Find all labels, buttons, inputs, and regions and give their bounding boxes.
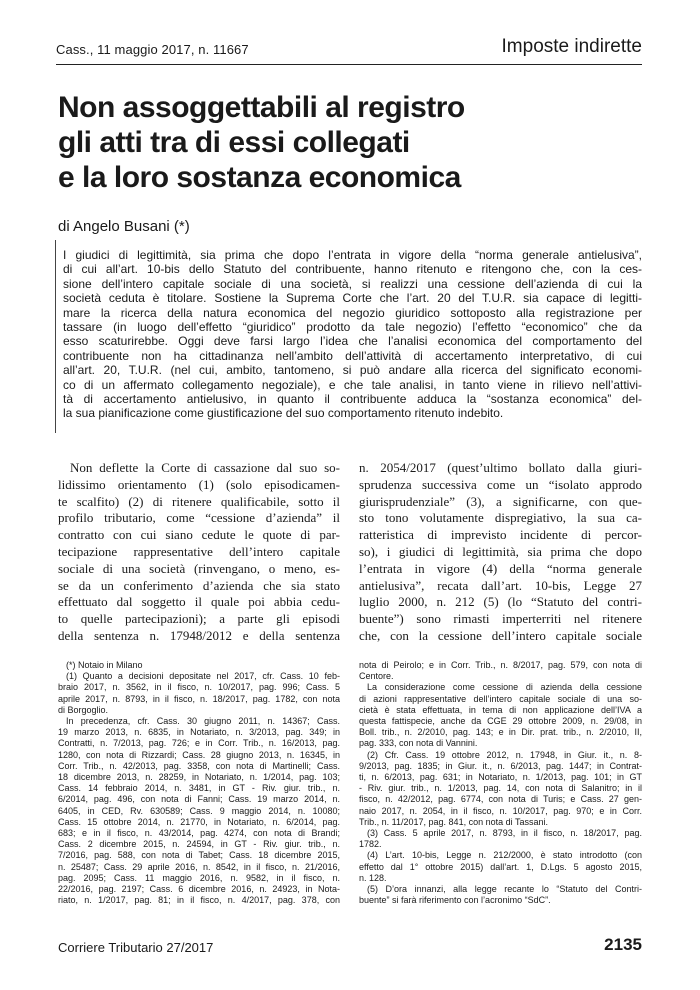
abstract-line: mare la ricerca della natura economica del negozio giuridico sottoposto alla registrazione per — [63, 305, 642, 320]
footnote-line: La considerazione come cessione di azienda della cessione — [367, 682, 642, 693]
footnote-line: 18 dicembre 2013, n. 28259, in Notariato, n. 1/2014, pag. 103; — [58, 772, 340, 783]
footnote-line: Boll. trib., n. 2/2010, pag. 143; e in Dir. prat. trib., n. 2/2010, II, — [359, 727, 642, 738]
body-column-right — [359, 460, 642, 645]
header-section: Imposte indirette — [501, 36, 642, 57]
body-line: antielusiva”, recata dall’art. 10-bis, Legge 27 — [359, 577, 642, 593]
footnotes-column-left — [58, 660, 340, 906]
page-number: 2135 — [604, 935, 642, 954]
title-line: gli atti tra di essi collegati — [58, 126, 410, 159]
body-line: to quelle partecipazioni); a parte gli episodi — [58, 611, 340, 627]
footnote-line: questa fattispecie, anche da CGE 29 ottobre 2009, n. 29/08, in — [359, 716, 642, 727]
header-citation: Cass., 11 maggio 2017, n. 11667 — [56, 42, 249, 57]
abstract-box — [55, 240, 642, 433]
footnote-line: 22/2016, pag. 2197; Cass. 6 dicembre 2016, n. 24923, in Nota- — [58, 884, 340, 895]
abstract-line: società ceduta è titolare. Sostiene la Suprema Corte che l’art. 20 del T.U.R. sia capace di legitti- — [63, 291, 642, 306]
footnote-line: 7/2016, pag. 588, con nota di Tabet; Cass. 18 dicembre 2015, — [58, 850, 340, 861]
footnote-line: 19 marzo 2013, n. 6835, in Notariato, n. 3/2013, pag. 349; in — [58, 727, 340, 738]
article-author: di Angelo Busani (*) — [58, 218, 190, 235]
footnote-line: naio 2017, n. 2054, in il fisco, n. 10/2017, pag. 970; e in Corr. — [359, 805, 642, 816]
footnote-line: n. 128. — [359, 872, 387, 883]
body-line: so), i giudici di legittimità, sia prima che dopo — [359, 543, 642, 559]
footnote-line: (*) Notaio in Milano — [66, 660, 143, 670]
abstract-line: di cui all’art. 10-bis dello Statuto del contribuente, hanno ritenuto e ritengono che, con la ces- — [63, 262, 642, 277]
body-line: effettuato dal soggetto il quale poi abbia cedu- — [58, 594, 340, 610]
body-line: l’entrata in vigore (4) della “norma generale — [359, 560, 642, 576]
body-line: buente”) sono rimasti imperterriti nel ritenere — [359, 611, 642, 627]
footnote-line: aprile 2017, n. 8793, in il fisco, n. 18/2017, pag. 1782, con nota — [58, 693, 340, 704]
footnote-line: Centore. — [359, 671, 394, 682]
footnote-line: riato, n. 1/2017, pag. 81; in il fisco, n. 4/2017, pag. 378, con — [58, 895, 340, 906]
footnote-line: effetto dal 1° ottobre 2015) dall’art. 1, D.Lgs. 5 agosto 2015, — [359, 861, 642, 872]
footnote-line: Cass. 15 ottobre 2014, n. 21770, in Notariato, n. 6/2014, pag. — [58, 816, 340, 827]
footnote-line: pag. 2095; Cass. 11 maggio 2016, n. 9582, in il fisco, n. — [58, 872, 340, 883]
body-line: n. 2054/2017 (quest’ultimo bollato dalla giuri- — [359, 460, 642, 475]
body-line: lidissimo orientamento (1) (solo episodicamen- — [58, 476, 340, 492]
body-column-left — [58, 460, 340, 645]
footnote-line: Corr. Trib., n. 42/2013, pag. 3358, con nota di Martinelli; Cass. — [58, 760, 340, 771]
footnote-line: fisco, n. 42/2012, pag. 6774, con nota di Turis; e Cass. 27 gen- — [359, 794, 642, 805]
body-line: contratto con cui siano cedute le quote di par- — [58, 527, 340, 543]
footnote-line: (1) Quanto a decisioni depositate nel 2017, cfr. Cass. 10 feb- — [66, 671, 340, 682]
abstract-line: tà di accertamento antielusivo, in quanto il contribuente adduca la “sostanza economica” del- — [63, 392, 642, 407]
footnote-line: Trib., n. 11/2017, pag. 841, con nota di Tassani. — [359, 816, 548, 827]
abstract-line: contribuente non ha cittadinanza nell’ambito dell’attività di accertamento interpretativo, di cui — [63, 348, 642, 363]
abstract-line: all’art. 20, T.U.R. (nel cui, ambito, tantomeno, si può andare alla ricerca del significato economi- — [63, 363, 642, 378]
header-rule — [56, 64, 642, 65]
footnote-line: Cass. 2 dicembre 2015, n. 24594, in GT - Riv. giur. trib., n. — [58, 839, 340, 850]
title-line: Non assoggettabili al registro — [58, 91, 465, 124]
footnote-line: 9/2013, pag. 1835; in Giur. it., n. 6/2013, pag. 1447; in Contrat- — [359, 760, 642, 771]
footnote-line: buente” si farà riferimento con l’acronimo “SdC”. — [359, 895, 551, 906]
footnote-line: (5) D’ora innanzi, alla legge recante lo “Statuto del Contri- — [367, 884, 642, 895]
abstract-line: sione dell’intero capitale sociale di una società, si realizzi una cessione dell’azienda di cui la — [63, 276, 642, 291]
footnote-line: (2) Cfr. Cass. 19 ottobre 2012, n. 17948, in Giur. it., n. 8- — [367, 749, 642, 760]
footnote-line: In precedenza, cfr. Cass. 30 giugno 2011, n. 14367; Cass. — [66, 716, 340, 727]
body-line: sociale di una società (rinvengano, o meno, es- — [58, 560, 340, 576]
body-line: se da un conferimento d’azienda che sia stato — [58, 577, 340, 593]
footnote-line: n. 25487; Cass. 29 aprile 2016, n. 8542, in il fisco, n. 21/2016, — [58, 861, 340, 872]
body-line: ratteristica di imprevisto incidente di percor- — [359, 527, 642, 543]
footnote-line: 1280, con nota di Rizzardi; Cass. 28 giugno 2013, n. 16345, in — [58, 749, 340, 760]
footnote-line: ti, n. 6/2013, pag. 631; in Notariato, n. 1/2013, pag. 101; in GT — [359, 772, 642, 783]
footnote-line: Cass. 14 febbraio 2014, n. 3481, in GT - Riv. giur. trib., n. — [58, 783, 340, 794]
footnote-line: 1782. — [359, 839, 382, 850]
body-line: giurisprudenziale” (3), a significarne, con que- — [359, 493, 642, 509]
body-line: luglio 2000, n. 212 (5) (lo “Statuto del contri- — [359, 594, 642, 610]
footnote-line: nota di Peirolo; e in Corr. Trib., n. 8/2017, pag. 579, con nota di — [359, 660, 642, 670]
footnote-line: - Riv. giur. trib., n. 1/2013, pag. 14, con nota di Salanitro; in il — [359, 783, 642, 794]
title-line: e la loro sostanza economica — [58, 161, 461, 194]
article-title — [58, 90, 638, 195]
footnote-line: 683; e in il fisco, n. 43/2014, pag. 4274, con nota di Brandi; — [58, 828, 340, 839]
abstract-line: co di un affermato collegamento negoziale), e che tale analisi, in tanto viene in rilievo nell’attivi- — [63, 377, 642, 392]
body-line: te scalfito) (2) di ritenere qualificabile, sotto il — [58, 493, 340, 509]
abstract-line: la sua pianificazione come giustificazione del suo comportamento ritenuto indebito. — [63, 406, 504, 421]
footnote-line: di azioni rappresentative dell’intero capitale sociale di una so- — [359, 693, 642, 704]
footer-journal: Corriere Tributario 27/2017 — [58, 940, 214, 955]
footnote-line: (4) L’art. 10-bis, Legge n. 212/2000, è stato introdotto (con — [367, 850, 642, 861]
footnote-line: 6/2014, pag. 496, con nota di Fanni; Cass. 19 marzo 2014, n. — [58, 794, 340, 805]
footnote-line: braio 2017, n. 3562, in il fisco, n. 10/2017, pag. 996; Cass. 5 — [58, 682, 340, 693]
footnote-line: pag. 333, con nota di Vannini. — [359, 738, 478, 749]
body-line: tecipazione rappresentative dell’intero capitale — [58, 543, 340, 559]
footnote-line: cietà è stata effettuata, in tema di non applicazione dell’IVA a — [359, 704, 642, 715]
body-line: che, con la cessione dell’intero capitale sociale — [359, 627, 642, 643]
footnote-line: 6405, in CED, Rv. 630589; Cass. 9 maggio 2014, n. 10080; — [58, 805, 340, 816]
body-line: profilo tributario, come “cessione d’azienda” il — [58, 510, 340, 526]
body-line: della sentenza n. 17948/2012 e della sentenza — [58, 627, 340, 643]
footnote-line: di Borgoglio. — [58, 704, 109, 715]
body-line: sprudenza successiva come un “isolato approdo — [359, 476, 642, 492]
footnote-line: Contratti, n. 7/2013, pag. 726; e in Corr. Trib., n. 16/2013, pag. — [58, 738, 340, 749]
body-line: sto tono volutamente dispregiativo, la sua ca- — [359, 510, 642, 526]
abstract-line: esso scaturirebbe. Oggi deve farsi largo l’idea che l’analisi economica del comportamento del — [63, 334, 642, 349]
abstract-line: tassare (in luogo dell’effetto “giuridico” prodotto da tale negozio) l’effetto “economico” che da — [63, 320, 642, 335]
body-line: Non deflette la Corte di cassazione dal suo so- — [70, 460, 340, 475]
footnotes-column-right — [359, 660, 642, 906]
footnote-line: (3) Cass. 5 aprile 2017, n. 8793, in il fisco, n. 18/2017, pag. — [367, 828, 642, 839]
abstract-line: I giudici di legittimità, sia prima che dopo l’entrata in vigore della “norma generale antielusiva”, — [63, 248, 642, 262]
